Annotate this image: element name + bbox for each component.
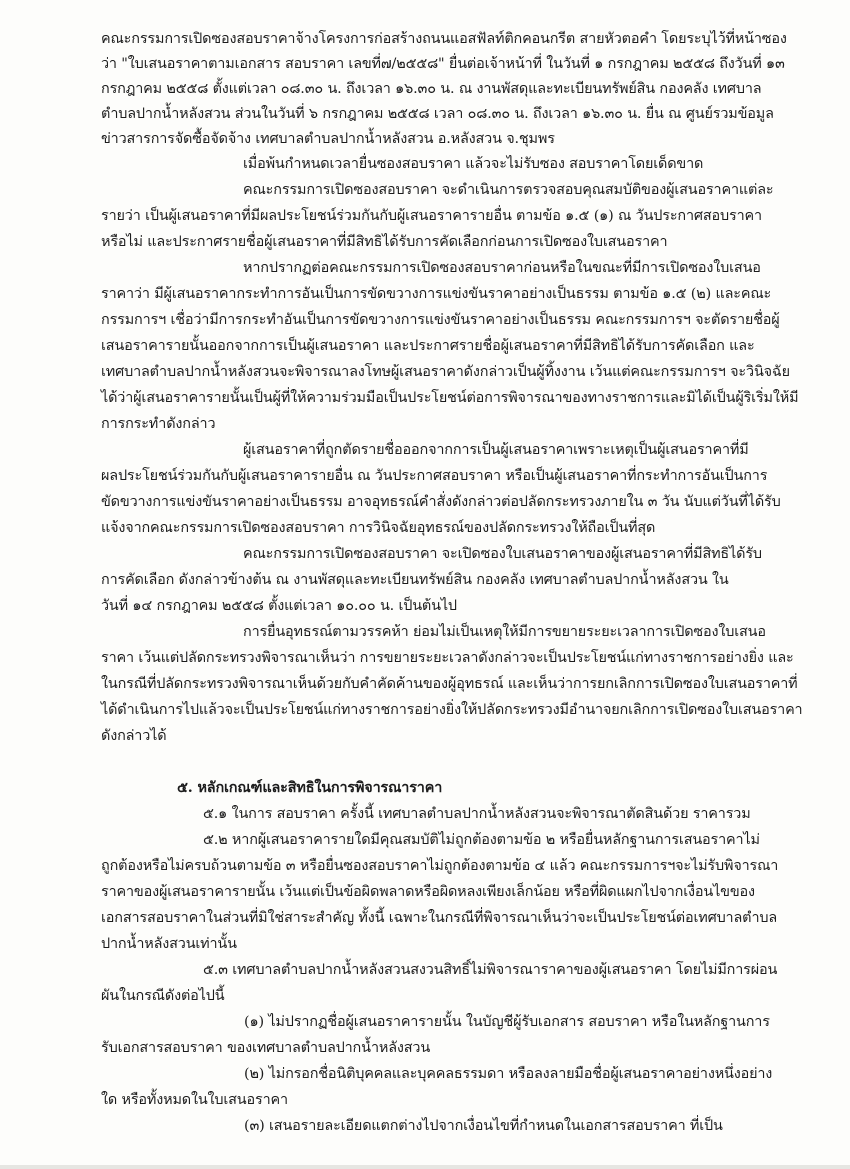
text-line: เทศบาลตำบลปากน้ำหลังสวนจะพิจารณาลงโทษผู้เสนอราคาดังกล่าวเป็นผู้ทิ้งงาน เว้นแต่คณะกรรมการฯ จะวินิจฉัย [101, 364, 790, 380]
text-line: ๕.๑ ในการ สอบราคา ครั้งนี้ เทศบาลตำบลปากน้ำหลังสวนจะพิจารณาตัดสินด้วย ราคารวม [203, 806, 751, 822]
text-line: ราคา เว้นแต่ปลัดกระทรวงพิจารณาเห็นว่า การขยายระยะเวลาดังกล่าวจะเป็นประโยชน์แก่ทางราชการอย่างยิ่ง และ [101, 650, 794, 666]
text-line: คณะกรรมการเปิดซองสอบราคา จะเปิดซองใบเสนอราคาของผู้เสนอราคาที่มีสิทธิได้รับ [243, 546, 762, 562]
text-line: ปากน้ำหลังสวนเท่านั้น [101, 936, 237, 952]
text-line: รายว่า เป็นผู้เสนอราคาที่มีผลประโยชน์ร่วมกันกับผู้เสนอราคารายอื่น ตามข้อ ๑.๕ (๑) ณ วันประกาศสอบราคา [101, 208, 762, 224]
text-line: รับเอกสารสอบราคา ของเทศบาลตำบลปากน้ำหลังสวน [101, 1040, 431, 1056]
text-line: ตำบลปากน้ำหลังสวน ส่วนในวันที่ ๖ กรกฎาคม ๒๕๕๘ เวลา ๐๘.๓๐ น. ถึงเวลา ๑๖.๓๐ น. ยื่น ณ ศูนย์รวมข้อมูล [101, 106, 774, 122]
text-line: เมื่อพ้นกำหนดเวลายื่นซองสอบราคา แล้วจะไม่รับซอง สอบราคาโดยเด็ดขาด [243, 156, 704, 172]
text-line: ดังกล่าวได้ [101, 728, 167, 744]
text-line: ขัดขวางการแข่งขันราคาอย่างเป็นธรรม อาจอุทธรณ์คำสั่งดังกล่าวต่อปลัดกระทรวงภายใน ๓ วัน นับแต่วันที่ได้รับ [101, 494, 781, 510]
text-line: วันที่ ๑๔ กรกฎาคม ๒๕๕๘ ตั้งแต่เวลา ๑๐.๐๐ น. เป็นต้นไป [101, 598, 457, 614]
text-line: คณะกรรมการเปิดซองสอบราคา จะดำเนินการตรวจสอบคุณสมบัติของผู้เสนอราคาแต่ละ [243, 182, 774, 198]
text-line: เสนอราคารายนั้นออกจากการเป็นผู้เสนอราคา และประกาศรายชื่อผู้เสนอราคาที่มีสิทธิได้รับการคัดเลือก และ [101, 338, 755, 354]
text-line: ข่าวสารการจัดซื้อจัดจ้าง เทศบาลตำบลปากน้ำหลังสวน อ.หลังสวน จ.ชุมพร [101, 131, 555, 147]
text-line: การกระทำดังกล่าว [101, 416, 216, 432]
text-line: (๑) ไม่ปรากฏชื่อผู้เสนอราคารายนั้น ในบัญชีผู้รับเอกสาร สอบราคา หรือในหลักฐานการ [244, 1014, 770, 1030]
text-line: (๓) เสนอรายละเอียดแตกต่างไปจากเงื่อนไขที่กำหนดในเอกสารสอบราคา ที่เป็น [244, 1118, 723, 1134]
text-line: การคัดเลือก ดังกล่าวข้างต้น ณ งานพัสดุและทะเบียนทรัพย์สิน กองคลัง เทศบาลตำบลปากน้ำหลังสวน ใน [101, 572, 729, 588]
text-line: ผลประโยชน์ร่วมกันกับผู้เสนอราคารายอื่น ณ วันประกาศสอบราคา หรือเป็นผู้เสนอราคาที่กระทำการอันเป็นการ [101, 468, 768, 484]
text-line: หากปรากฏต่อคณะกรรมการเปิดซองสอบราคาก่อนหรือในขณะที่มีการเปิดซองใบเสนอ [243, 260, 761, 276]
text-line: หรือไม่ และประกาศรายชื่อผู้เสนอราคาที่มีสิทธิได้รับการคัดเลือกก่อนการเปิดซองใบเสนอราคา [101, 234, 668, 250]
text-line: ใด หรือทั้งหมดในใบเสนอราคา [101, 1092, 288, 1108]
text-line: ราคาของผู้เสนอราคารายนั้น เว้นแต่เป็นข้อผิดพลาดหรือผิดหลงเพียงเล็กน้อย หรือที่ผิดแผกไปจากเงื่อนไขของ [101, 884, 755, 900]
text-line: กรกฎาคม ๒๕๕๘ ตั้งแต่เวลา ๐๘.๓๐ น. ถึงเวลา ๑๖.๓๐ น. ณ งานพัสดุและทะเบียนทรัพย์สิน กองคลัง เทศบาล [101, 81, 762, 97]
text-line: ๕.๓ เทศบาลตำบลปากน้ำหลังสวนสงวนสิทธิ์ไม่พิจารณาราคาของผู้เสนอราคา โดยไม่มีการผ่อน [203, 962, 778, 978]
section-heading: ๕. หลักเกณฑ์และสิทธิในการพิจารณาราคา [177, 779, 443, 796]
text-line: ผันในกรณีดังต่อไปนี้ [101, 988, 225, 1004]
text-line: ผู้เสนอราคาที่ถูกตัดรายชื่อออกจากการเป็นผู้เสนอราคาเพราะเหตุเป็นผู้เสนอราคาที่มี [243, 442, 749, 458]
text-line: กรรมการฯ เชื่อว่ามีการกระทำอันเป็นการขัดขวางการแข่งขันราคาอย่างเป็นธรรม คณะกรรมการฯ จะตัดรายชื่อผู้ [101, 312, 780, 328]
text-line: เอกสารสอบราคาในส่วนที่มิใช่สาระสำคัญ ทั้งนี้ เฉพาะในกรณีที่พิจารณาเห็นว่าจะเป็นประโยชน์ต่อเทศบาลตำบล [101, 910, 778, 926]
text-line: การยื่นอุทธรณ์ตามวรรคห้า ย่อมไม่เป็นเหตุให้มีการขยายระยะเวลาการเปิดซองใบเสนอ [243, 624, 766, 640]
text-line: ราคาว่า มีผู้เสนอราคากระทำการอันเป็นการขัดขวางการแข่งขันราคาอย่างเป็นธรรม ตามข้อ ๑.๕ (๒) และคณะ [101, 286, 772, 302]
text-line: ได้ว่าผู้เสนอราคารายนั้นเป็นผู้ที่ให้ความร่วมมือเป็นประโยชน์ต่อการพิจารณาของทางราชการและมิได้เป็นผู้ริเริ่มให้มี [101, 390, 799, 406]
text-line: คณะกรรมการเปิดซองสอบราคาจ้างโครงการก่อสร้างถนนแอสฟัลท์ติกคอนกรีต สายหัวตอคำ โดยระบุไว้ที่หน้าซอง [101, 31, 787, 47]
text-line: แจ้งจากคณะกรรมการเปิดซองสอบราคา การวินิจฉัยอุทธรณ์ของปลัดกระทรวงให้ถือเป็นที่สุด [101, 520, 656, 536]
text-line: (๒) ไม่กรอกชื่อนิติบุคคลและบุคคลธรรมดา หรือลงลายมือชื่อผู้เสนอราคาอย่างหนึ่งอย่าง [244, 1066, 773, 1082]
text-line: ถูกต้องหรือไม่ครบถ้วนตามข้อ ๓ หรือยื่นซองสอบราคาไม่ถูกต้องตามข้อ ๔ แล้ว คณะกรรมการฯจะไม่รับพิจารณา [101, 858, 779, 874]
text-line: ว่า "ใบเสนอราคาตามเอกสาร สอบราคา เลขที่๗/๒๕๕๘" ยื่นต่อเจ้าหน้าที่ ในวันที่ ๑ กรกฎาคม ๒๕๕๘ ถึงวันที่ ๑๓ [101, 56, 785, 72]
text-line: ๕.๒ หากผู้เสนอราคารายใดมีคุณสมบัติไม่ถูกต้องตามข้อ ๒ หรือยื่นหลักฐานการเสนอราคาไม่ [203, 832, 760, 848]
page-bottom-edge [0, 1165, 850, 1169]
text-line: ในกรณีที่ปลัดกระทรวงพิจารณาเห็นด้วยกับคำคัดค้านของผู้อุทธรณ์ และเห็นว่าการยกเลิกการเปิดซองใบเสนอราคาที่ [101, 676, 798, 692]
text-line: ได้ดำเนินการไปแล้วจะเป็นประโยชน์แก่ทางราชการอย่างยิ่งให้ปลัดกระทรวงมีอำนาจยกเลิกการเปิดซองใบเสนอราคา [101, 702, 803, 718]
